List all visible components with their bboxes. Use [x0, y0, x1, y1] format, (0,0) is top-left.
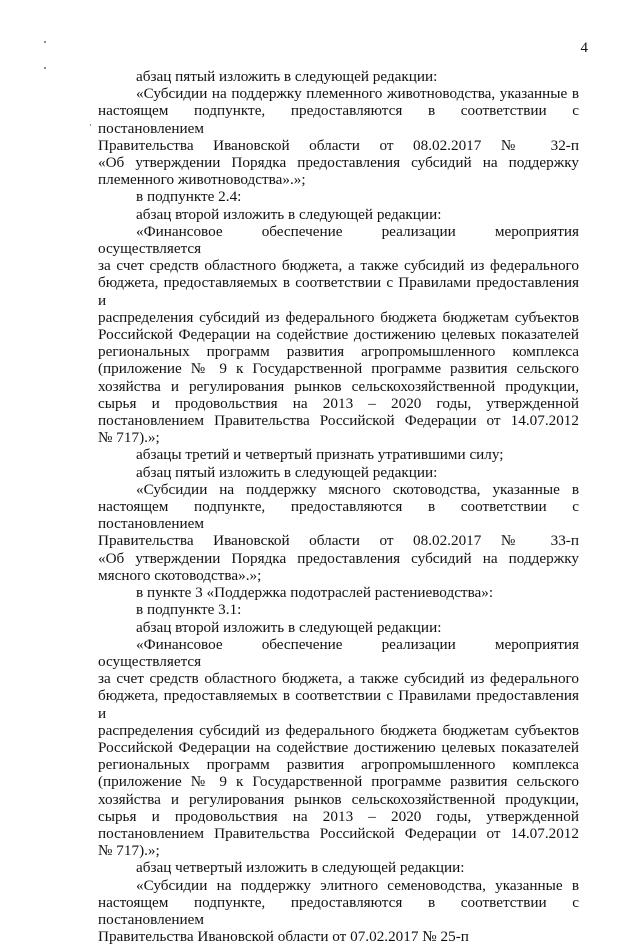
text-line: (приложение № 9 к Государственной программе развития сельского [98, 360, 579, 378]
document-body [98, 68, 579, 945]
text-line: Правительства Ивановской области от 07.02.2017 № 25-п [98, 928, 469, 945]
text-line: бюджета, предоставляемых в соответствии с Правилами предоставления и [98, 687, 579, 722]
text-line: хозяйства и регулирования рынков сельскохозяйственной продукции, [98, 790, 579, 808]
text-line: региональных программ развития агропромышленного комплекса [98, 756, 579, 774]
text-line: постановлением Правительства Российской Федерации от 14.07.2012 [98, 824, 579, 842]
text-line: «Финансовое обеспечение реализации мероприятия осуществляется [98, 222, 579, 258]
text-line: сырья и продовольствия на 2013 – 2020 годы, утвержденной [98, 807, 579, 825]
text-line: Правительства Ивановской области от 08.02.2017 № 32-п [98, 136, 579, 154]
text-line: распределения субсидий из федерального бюджета бюджетам субъектов [98, 308, 579, 326]
text-line: мясного скотоводства».»; [98, 566, 262, 584]
text-line: «Об утверждении Порядка предоставления субсидий на поддержку [98, 549, 579, 567]
text-line: «Об утверждении Порядка предоставления субсидий на поддержку [98, 154, 579, 172]
text-line: племенного животноводства».»; [98, 171, 306, 189]
text-line: сырья и продовольствия на 2013 – 2020 годы, утвержденной [98, 394, 579, 412]
text-line: в подпункте 3.1: [136, 601, 242, 619]
text-line: «Субсидии на поддержку мясного скотоводства, указанные в [136, 480, 579, 498]
text-line: постановлением Правительства Российской Федерации от 14.07.2012 [98, 412, 579, 430]
text-line: настоящем подпункте, предоставляются в соответствии с постановлением [98, 102, 579, 137]
text-line: в подпункте 2.4: [136, 188, 242, 206]
text-line: в пункте 3 «Поддержка подотраслей растениеводства»: [136, 584, 494, 602]
text-line: за счет средств областного бюджета, а также субсидий из федерального [98, 670, 579, 688]
text-line: бюджета, предоставляемых в соответствии с Правилами предоставления и [98, 274, 579, 309]
scan-speck [44, 41, 46, 43]
text-line: абзац пятый изложить в следующей редакции: [136, 68, 438, 85]
text-line: Российской Федерации на содействие достижению целевых показателей [98, 326, 579, 344]
text-line: настоящем подпункте, предоставляются в соответствии с постановлением [98, 498, 579, 533]
text-line: настоящем подпункте, предоставляются в соответствии с постановлением [98, 893, 579, 928]
text-line: абзац второй изложить в следующей редакции: [136, 205, 442, 223]
text-line: абзац четвертый изложить в следующей редакции: [136, 859, 465, 877]
text-line: региональных программ развития агропромышленного комплекса [98, 343, 579, 361]
text-line: № 717).»; [98, 842, 160, 860]
text-line: Правительства Ивановской области от 08.02.2017 № 33-п [98, 532, 579, 550]
text-line: хозяйства и регулирования рынков сельскохозяйственной продукции, [98, 377, 579, 395]
text-line: распределения субсидий из федерального бюджета бюджетам субъектов [98, 721, 579, 739]
text-line: «Субсидии на поддержку племенного животноводства, указанные в [136, 85, 579, 103]
text-line: абзац пятый изложить в следующей редакции: [136, 463, 438, 481]
text-line: «Субсидии на поддержку элитного семеноводства, указанные в [136, 876, 579, 894]
text-line: № 717).»; [98, 429, 160, 447]
text-line: абзац второй изложить в следующей редакции: [136, 618, 442, 636]
text-line: (приложение № 9 к Государственной программе развития сельского [98, 773, 579, 791]
scan-speck [90, 124, 91, 126]
text-line: «Финансовое обеспечение реализации мероприятия осуществляется [98, 635, 579, 670]
scan-speck [44, 67, 46, 69]
text-line: абзацы третий и четвертый признать утратившими силу; [136, 446, 504, 464]
text-line: за счет средств областного бюджета, а также субсидий из федерального [98, 257, 579, 275]
text-line: Российской Федерации на содействие достижению целевых показателей [98, 738, 579, 756]
page-number: 4 [580, 40, 588, 56]
